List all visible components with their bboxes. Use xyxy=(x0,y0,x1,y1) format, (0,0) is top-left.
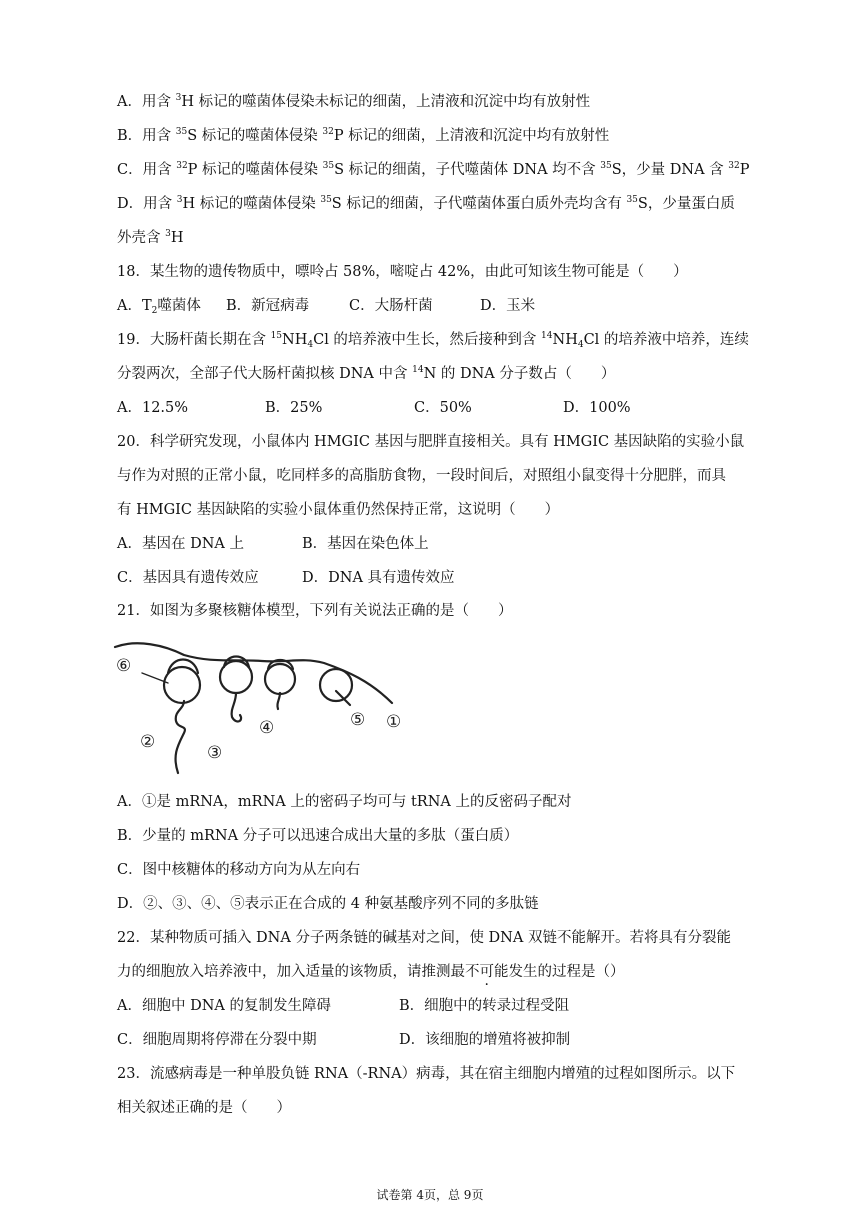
sup: 35 xyxy=(626,195,638,205)
polypeptide-chain xyxy=(336,691,350,705)
q18-option-b: B．新冠病毒 xyxy=(226,298,310,314)
text: 发生的过程是（） xyxy=(508,964,625,980)
q20-stem-line1: 20．科学研究发现，小鼠体内 HMGIC 基因与肥胖直接相关。具有 HMGIC 基因缺陷的实验小鼠 xyxy=(117,434,745,450)
q19-stem-line1 xyxy=(117,330,749,350)
text: 噬菌体 xyxy=(157,298,201,314)
text: 力的细胞放入培养液中，加入适量的该物质，请推测最 xyxy=(117,964,465,980)
q21-stem: 21．如图为多聚核糖体模型，下列有关说法正确的是（ ） xyxy=(117,603,513,619)
sup: 32 xyxy=(728,161,740,171)
q18-option-c: C．大肠杆菌 xyxy=(349,298,433,314)
sup: 35 xyxy=(600,161,612,171)
q17-option-d-cont xyxy=(117,228,184,248)
q23-stem-line2: 相关叙述正确的是（ ） xyxy=(117,1100,291,1116)
q20-option-c: C．基因具有遗传效应 xyxy=(117,570,259,586)
text: 19．大肠杆菌长期在含 xyxy=(117,332,271,348)
polypeptide-chain xyxy=(232,693,241,721)
q22-option-d: D．该细胞的增殖将被抑制 xyxy=(399,1032,571,1048)
q19-option-c: C．50% xyxy=(414,400,472,416)
text: P 标记的细菌，上清液和沉淀中均有放射性 xyxy=(333,128,610,144)
q19-option-a: A．12.5% xyxy=(117,400,189,416)
sup: 14 xyxy=(541,331,553,341)
figure-label-5: ⑤ xyxy=(350,710,366,730)
text: A．用含 xyxy=(117,94,176,110)
text: A．T xyxy=(117,298,152,314)
text: 分裂两次，全部子代大肠杆菌拟核 DNA 中含 xyxy=(117,366,413,382)
figure-label-4: ④ xyxy=(259,718,275,738)
q17-option-c xyxy=(117,160,749,180)
q22-option-a: A．细胞中 DNA 的复制发生障碍 xyxy=(117,998,331,1014)
text: D．用含 xyxy=(117,196,177,212)
ribosome xyxy=(320,669,352,701)
text: Cl 的培养液中培养，连续 xyxy=(583,332,749,348)
emphasis-text: 不可能 xyxy=(465,964,509,980)
page-footer: 试卷第 4页，总 9页 xyxy=(376,1188,484,1202)
figure-label-1: ① xyxy=(386,712,402,732)
sup: 32 xyxy=(322,127,334,137)
q17-option-a xyxy=(117,92,590,112)
q20-stem-line2: 与作为对照的正常小鼠，吃同样多的高脂肪食物，一段时间后，对照组小鼠变得十分肥胖，而具 xyxy=(117,468,726,484)
text: S 标记的噬菌体侵染 xyxy=(187,128,323,144)
text: H xyxy=(170,230,184,246)
q19-option-b: B．25% xyxy=(265,400,323,416)
q21-option-c: C．图中核糖体的移动方向为从左向右 xyxy=(117,862,361,878)
q22-option-c: C．细胞周期将停滞在分裂中期 xyxy=(117,1032,317,1048)
text: P xyxy=(739,162,750,178)
q21-option-d: D．②、③、④、⑤表示正在合成的 4 种氨基酸序列不同的多肽链 xyxy=(117,896,539,912)
q22-stem-line1: 22．某种物质可插入 DNA 分子两条链的碱基对之间，使 DNA 双链不能解开。若将具有分裂能 xyxy=(117,930,731,946)
figure-label-6: ⑥ xyxy=(116,656,132,676)
sub: 2 xyxy=(151,306,158,316)
text: H 标记的噬菌体侵染 xyxy=(182,196,321,212)
text: P 标记的噬菌体侵染 xyxy=(187,162,323,178)
text: 外壳含 xyxy=(117,230,166,246)
text: N 的 DNA 分子数占（ ） xyxy=(423,366,616,382)
q22-option-b: B．细胞中的转录过程受阻 xyxy=(399,998,570,1014)
ribosome xyxy=(265,664,295,694)
q20-option-d: D．DNA 具有遗传效应 xyxy=(302,570,455,586)
q21-option-a: A．①是 mRNA，mRNA 上的密码子均可与 tRNA 上的反密码子配对 xyxy=(117,794,572,810)
text: S 标记的细菌，子代噬菌体 DNA 均不含 xyxy=(334,162,601,178)
q20-option-a: A．基因在 DNA 上 xyxy=(117,536,244,552)
q20-stem-line3: 有 HMGIC 基因缺陷的实验小鼠体重仍然保持正常，这说明（ ） xyxy=(117,502,560,518)
q17-option-d xyxy=(117,194,735,214)
q21-option-b: B．少量的 mRNA 分子可以迅速合成出大量的多肽（蛋白质） xyxy=(117,828,519,844)
sub: 4 xyxy=(577,340,584,350)
polyribosome-figure xyxy=(112,633,422,775)
sup: 15 xyxy=(270,331,283,341)
polypeptide-chain xyxy=(277,693,280,709)
q19-stem-line2 xyxy=(117,364,615,384)
q19-option-d: D．100% xyxy=(563,400,631,416)
q22-stem-line2 xyxy=(117,962,625,982)
q18-stem: 18．某生物的遗传物质中，嘌呤占 58%，嘧啶占 42%，由此可知该生物可能是（ ） xyxy=(117,264,688,280)
text: S，少量蛋白质 xyxy=(637,196,735,212)
text: Cl 的培养液中生长，然后接种到含 xyxy=(313,332,542,348)
figure-label-2: ② xyxy=(140,732,156,752)
q23-stem-line1: 23．流感病毒是一种单股负链 RNA（-RNA）病毒，其在宿主细胞内增殖的过程如图所示。以下 xyxy=(117,1066,736,1082)
text: NH xyxy=(552,332,578,348)
sup: 35 xyxy=(175,127,188,137)
sup: 3 xyxy=(165,229,171,239)
figure-label-3: ③ xyxy=(207,743,223,763)
sub: 4 xyxy=(307,340,314,350)
text: B．用含 xyxy=(117,128,176,144)
sup: 35 xyxy=(320,195,332,205)
sup: 14 xyxy=(412,365,424,375)
text: C．用含 xyxy=(117,162,177,178)
sup: 35 xyxy=(322,161,335,171)
q17-option-b xyxy=(117,126,609,146)
sup: 3 xyxy=(176,195,183,205)
ribosome xyxy=(164,667,200,703)
q18-option-a xyxy=(117,296,201,316)
sup: 32 xyxy=(176,161,188,171)
text: S，少量 DNA 含 xyxy=(611,162,729,178)
q20-option-b: B．基因在染色体上 xyxy=(302,536,429,552)
sup: 3 xyxy=(175,93,182,103)
polypeptide-chain xyxy=(176,701,185,773)
text: S 标记的细菌，子代噬菌体蛋白质外壳均含有 xyxy=(331,196,627,212)
text: H 标记的噬菌体侵染未标记的细菌，上清液和沉淀中均有放射性 xyxy=(181,94,591,110)
text: NH xyxy=(282,332,308,348)
q18-option-d: D．玉米 xyxy=(480,298,536,314)
